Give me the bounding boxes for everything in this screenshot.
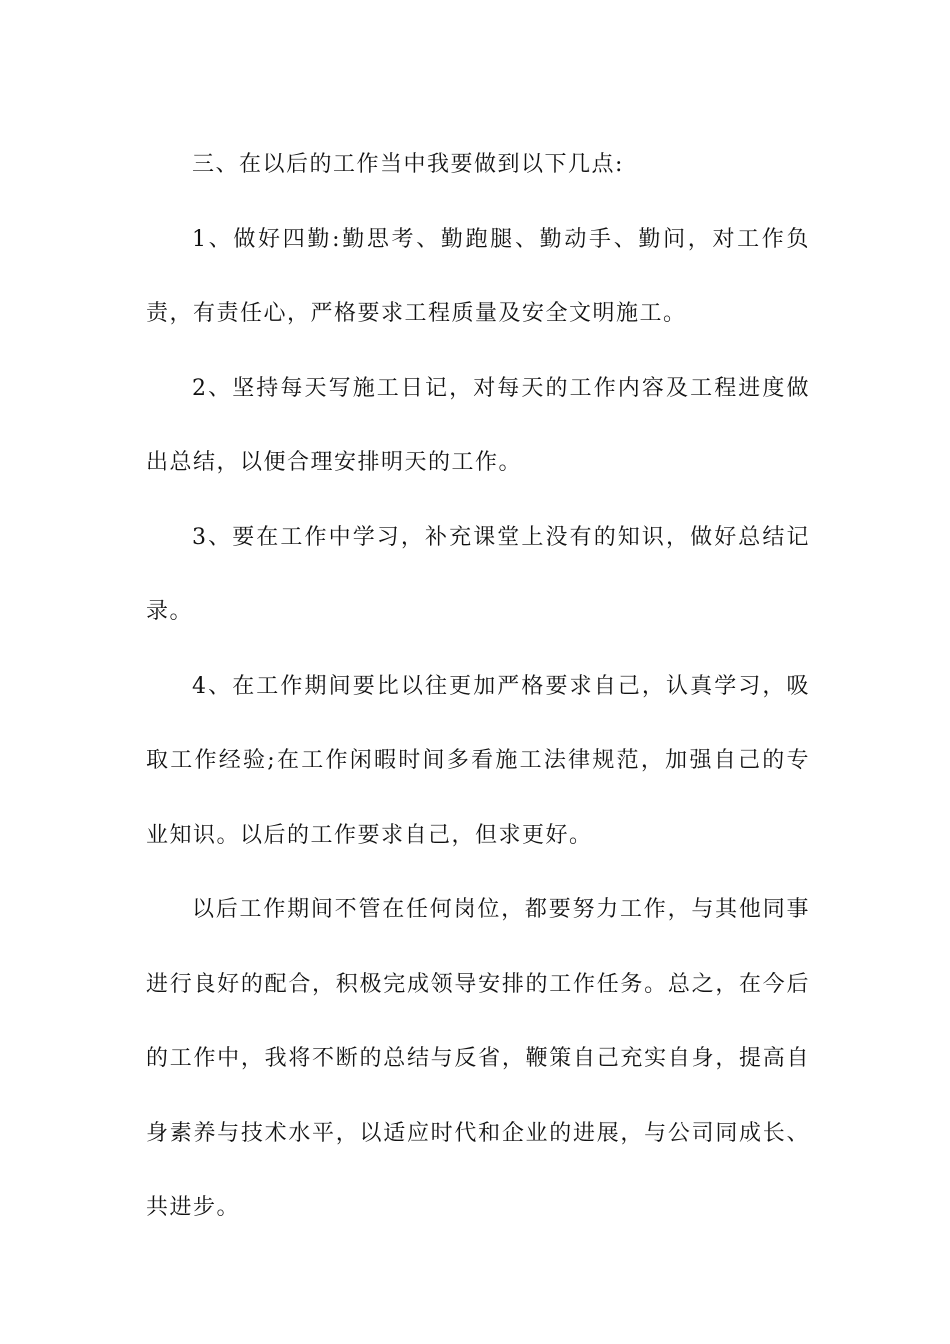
paragraph-point-1: 1、做好四勤:勤思考、勤跑腿、勤动手、勤问，对工作负责，有责任心，严格要求工程质量及安全文明施工。 <box>146 226 810 326</box>
paragraph-point-2: 2、坚持每天写施工日记，对每天的工作内容及工程进度做出总结，以便合理安排明天的工作。 <box>146 375 810 475</box>
paragraph-point-4: 4、在工作期间要比以往更加严格要求自己，认真学习，吸取工作经验;在工作闲暇时间多看施工法律规范，加强自己的专业知识。以后的工作要求自己，但求更好。 <box>146 673 810 848</box>
paragraph-conclusion: 以后工作期间不管在任何岗位，都要努力工作，与其他同事进行良好的配合，积极完成领导安排的工作任务。总之，在今后的工作中，我将不断的总结与反省，鞭策自己充实自身，提高自身素养与技术水平，以适应时代和企业的进展，与公司同成长、共进步。 <box>146 897 810 1220</box>
paragraph-point-3: 3、要在工作中学习，补充课堂上没有的知识，做好总结记录。 <box>146 524 810 624</box>
document-body <box>146 128 810 1246</box>
section-heading: 三、在以后的工作当中我要做到以下几点: <box>192 152 624 177</box>
